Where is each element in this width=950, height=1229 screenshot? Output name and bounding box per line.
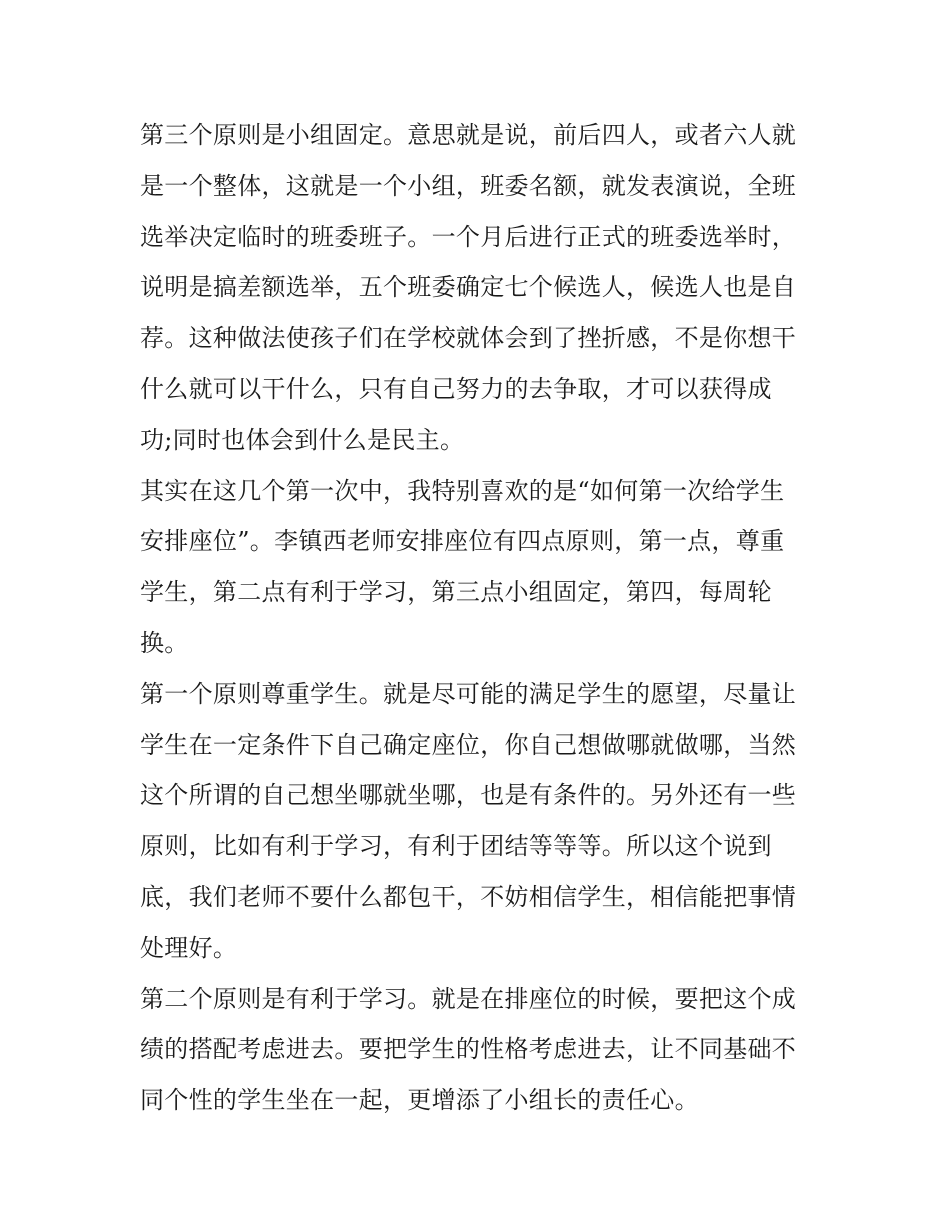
paragraph-4: [140, 974, 820, 1126]
text-line: 第二个原则是有利于学习。就是在排座位的时候，要把这个成: [140, 984, 797, 1013]
text-line: 荐。这种做法使孩子们在学校就体会到了挫折感，不是你想干: [140, 324, 797, 353]
text-line: 原则，比如有利于学习，有利于团结等等等。所以这个说到: [140, 832, 772, 861]
text-line: 说明是搞差额选举，五个班委确定七个候选人，候选人也是自: [140, 273, 797, 302]
text-line: 同个性的学生坐在一起，更增添了小组长的责任心。: [140, 1086, 699, 1115]
text-line: 处理好。: [140, 933, 238, 962]
text-line: 第三个原则是小组固定。意思就是说，前后四人，或者六人就: [140, 121, 797, 149]
text-line: 学生在一定条件下自己确定座位，你自己想做哪就做哪，当然: [140, 730, 797, 759]
text-line: 是一个整体，这就是一个小组，班委名额，就发表演说，全班: [140, 171, 797, 200]
text-line: 第一个原则尊重学生。就是尽可能的满足学生的愿望，尽量让: [140, 679, 797, 708]
text-line: 换。: [140, 628, 189, 657]
text-line: 底，我们老师不要什么都包干，不妨相信学生，相信能把事情: [140, 882, 797, 911]
text-line: 安排座位”。李镇西老师安排座位有四点原则，第一点，尊重: [140, 527, 785, 556]
paragraph-3: [140, 669, 820, 974]
paragraph-1: [140, 110, 820, 466]
text-line: 什么就可以干什么，只有自己努力的去争取，才可以获得成: [140, 374, 772, 403]
body-text: [140, 110, 820, 1126]
text-line: 其实在这几个第一次中，我特别喜欢的是“如何第一次给学生: [140, 476, 785, 505]
text-line: 功;同时也体会到什么是民主。: [140, 425, 465, 454]
paragraph-2: [140, 466, 820, 669]
text-line: 学生，第二点有利于学习，第三点小组固定，第四，每周轮: [140, 578, 772, 607]
text-line: 选举决定临时的班委班子。一个月后进行正式的班委选举时，: [140, 222, 797, 251]
text-line: 这个所谓的自己想坐哪就坐哪，也是有条件的。另外还有一些: [140, 781, 797, 810]
text-line: 绩的搭配考虑进去。要把学生的性格考虑进去，让不同基础不: [140, 1035, 797, 1064]
